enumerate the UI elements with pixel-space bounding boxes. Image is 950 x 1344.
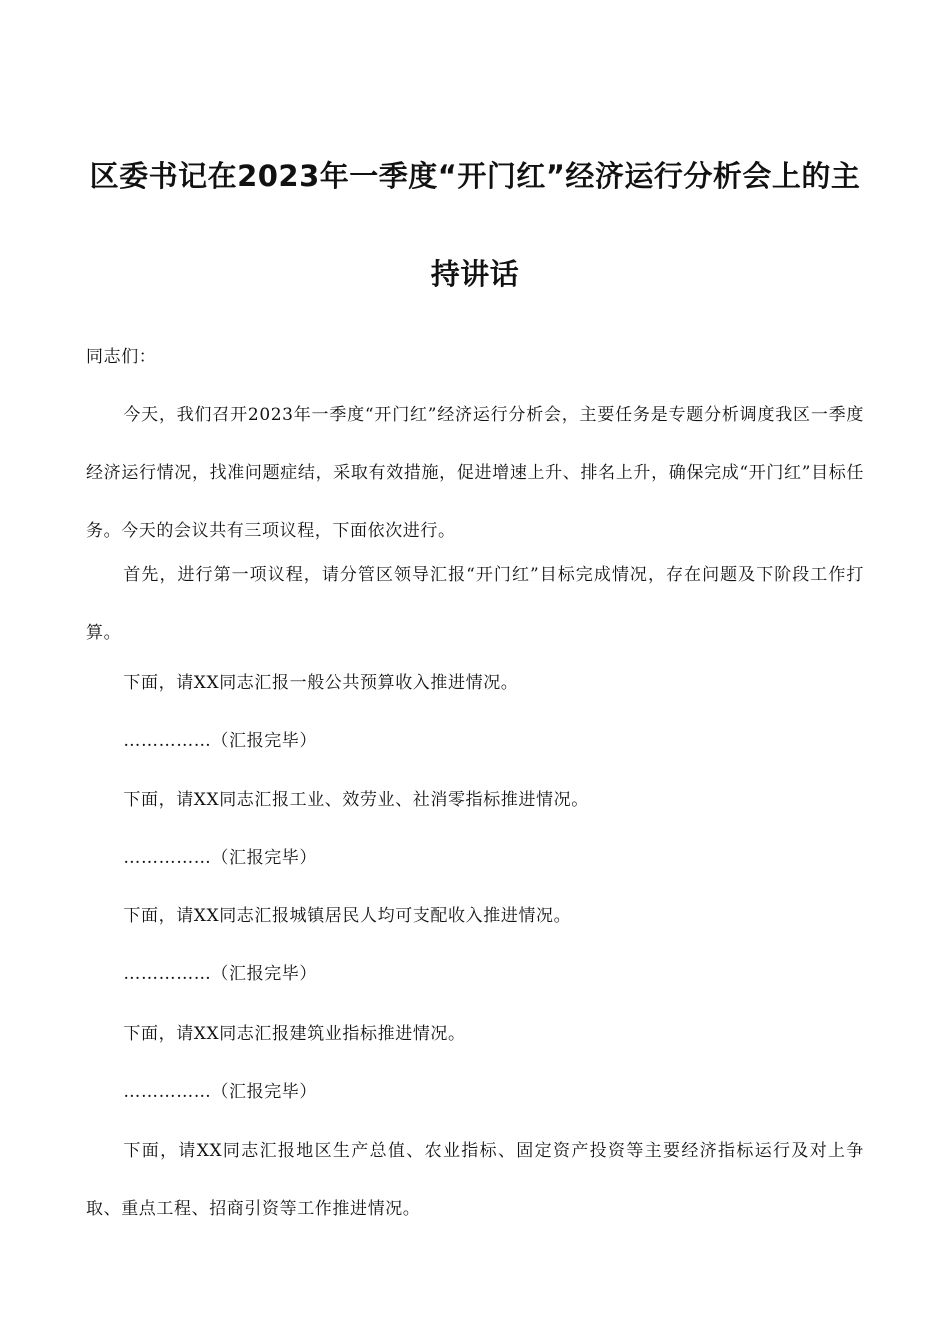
paragraph: 下面，请XX同志汇报一般公共预算收入推进情况。 — [123, 673, 519, 693]
paragraph: 今天，我们召开2023年一季度“开门红”经济运行分析会，主要任务是专题分析调度我区一季度经济运行情况，找准问题症结，采取有效措施，促进增速上升、排名上升，确保完成“开门红”目标任务。今天的会议共有三项议程，下面依次进行。 — [86, 405, 864, 541]
report-complete-note: ……………（汇报完毕） — [123, 964, 317, 984]
document-title-line-2: 持讲话 — [430, 257, 520, 291]
greeting: 同志们： — [86, 347, 157, 367]
document-title-line-1: 区委书记在2023年一季度“开门红”经济运行分析会上的主 — [89, 159, 861, 193]
report-complete-note: ……………（汇报完毕） — [123, 848, 317, 868]
paragraph: 下面，请XX同志汇报工业、效劳业、社消零指标推进情况。 — [123, 790, 589, 810]
paragraph: 下面，请XX同志汇报城镇居民人均可支配收入推进情况。 — [123, 906, 572, 926]
report-complete-note: ……………（汇报完毕） — [123, 1082, 317, 1102]
paragraph: 下面，请XX同志汇报建筑业指标推进情况。 — [123, 1024, 466, 1044]
report-complete-note: ……………（汇报完毕） — [123, 731, 317, 751]
paragraph: 下面，请XX同志汇报地区生产总值、农业指标、固定资产投资等主要经济指标运行及对上争取、重点工程、招商引资等工作推进情况。 — [86, 1141, 864, 1219]
paragraph: 首先，进行第一项议程，请分管区领导汇报“开门红”目标完成情况，存在问题及下阶段工作打算。 — [86, 565, 864, 643]
